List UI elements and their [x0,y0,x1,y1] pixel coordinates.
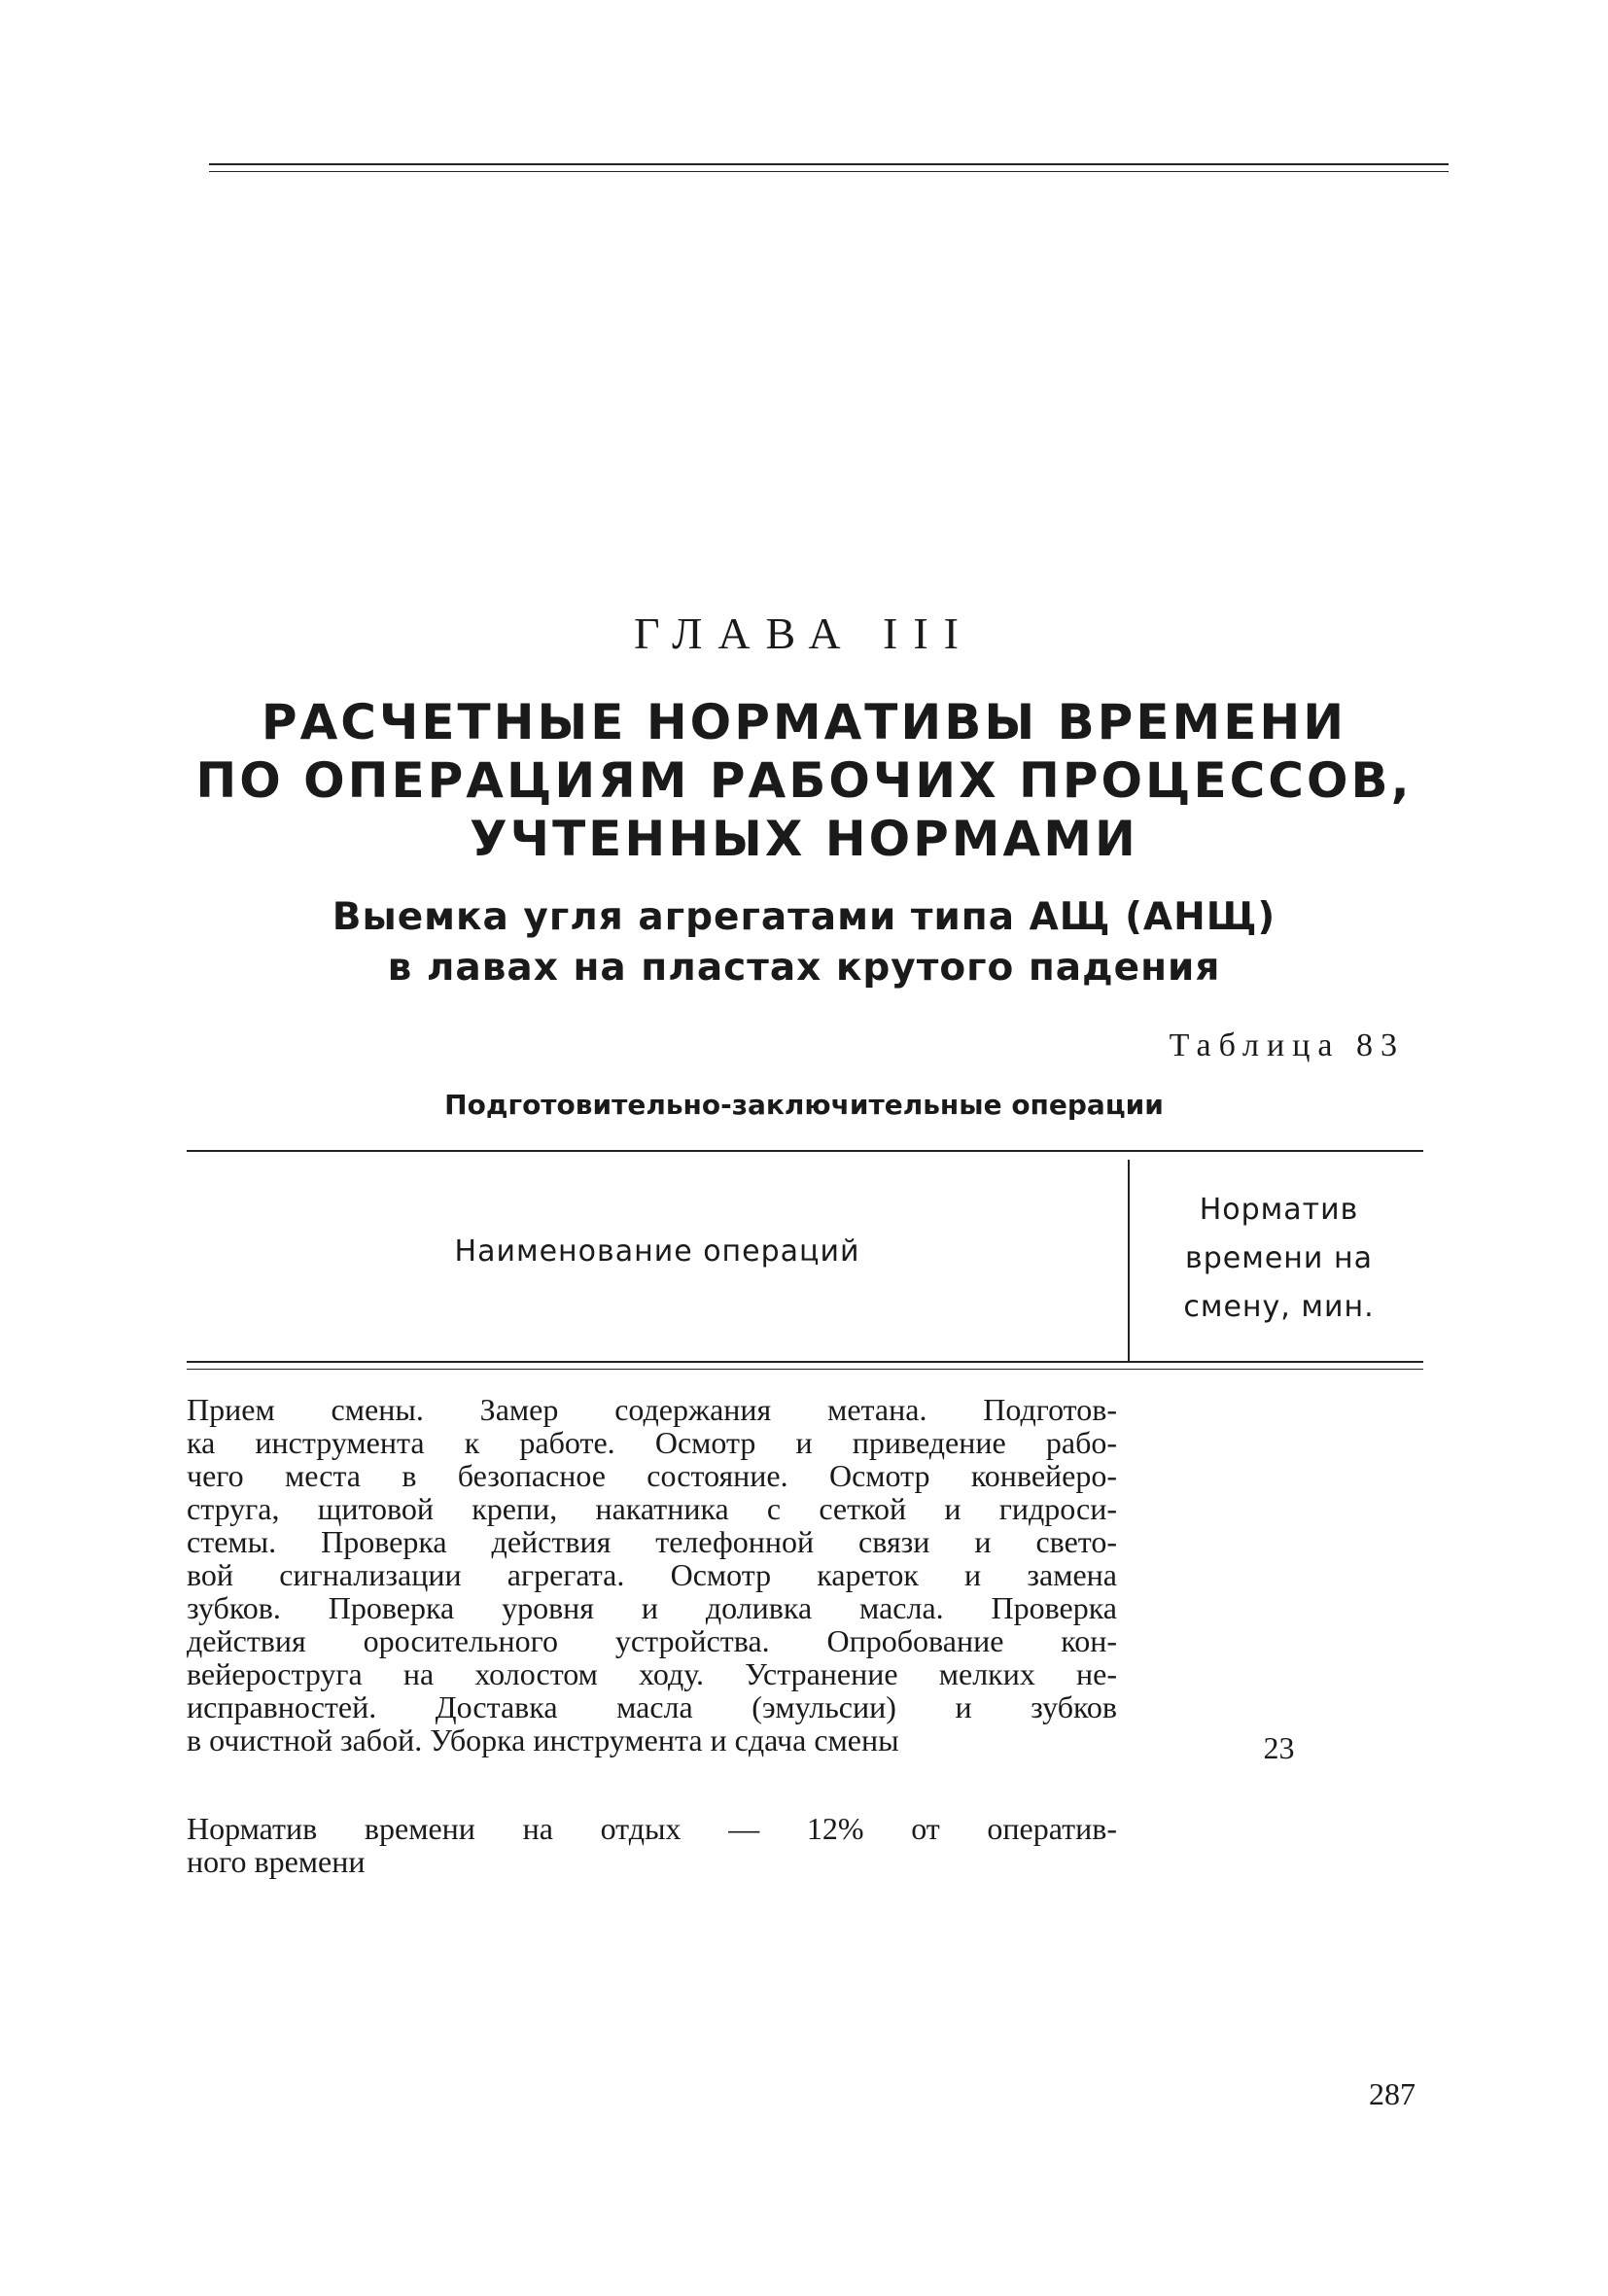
header-time-norm [1135,1186,1423,1332]
table-row-norm-value: 23 [1263,1730,1295,1765]
rest-time-note [187,1812,1117,1878]
section-title [0,892,1608,993]
table-top-rule [187,1150,1423,1152]
section-title-line: Выемка угля агрегатами типа АЩ (АНЩ) [332,895,1276,939]
operation-line: зубков. Проверка уровня и доливка масла. Проверка [187,1590,1117,1625]
header-operation-name: Наименование операций [454,1235,860,1269]
header-time-norm-line: смену, мин. [1183,1290,1375,1324]
top-rule-2 [209,171,1449,172]
table-header-bottom-rule-2 [187,1369,1423,1370]
rest-note-line: ного времени [187,1844,366,1879]
operation-line: в очистной забой. Уборка инструмента и сдача смены [187,1722,899,1757]
chapter-title [0,693,1608,868]
operation-line: стемы. Проверка действия телефонной связи и свето- [187,1524,1117,1559]
operation-line: Прием смены. Замер содержания метана. Подготов- [187,1392,1117,1427]
operation-line: действия оросительного устройства. Опробование кон- [187,1623,1117,1658]
page-number: 287 [1369,2076,1416,2111]
header-time-norm-line: Норматив [1199,1193,1359,1227]
table-column-separator [1128,1160,1130,1362]
chapter-title-line: УЧТЕННЫХ НОРМАМИ [470,811,1138,867]
table-row-operation [187,1393,1117,1757]
operation-line: чего места в безопасное состояние. Осмотр конвейеро- [187,1458,1117,1493]
rest-note-line: Норматив времени на отдых — 12% от оператив- [187,1811,1117,1846]
top-rule-1 [209,163,1449,165]
operation-line: ка инструмента к работе. Осмотр и приведение рабо- [187,1425,1117,1460]
operation-line: струга, щитовой крепи, накатника с сеткой и гидроси- [187,1491,1117,1526]
table-number-label: Таблица 83 [1169,1027,1405,1063]
table-caption: Подготовительно-заключительные операции [444,1089,1164,1121]
table-header-bottom-rule-1 [187,1361,1423,1363]
chapter-title-line: ПО ОПЕРАЦИЯМ РАБОЧИХ ПРОЦЕССОВ, [195,752,1413,809]
section-title-line: в лавах на пластах крутого падения [387,946,1221,990]
operation-line: вейероструга на холостом ходу. Устранение мелких не- [187,1656,1117,1691]
operation-line: вой сигнализации агрегата. Осмотр кареток и замена [187,1557,1117,1592]
operation-line: исправностей. Доставка масла (эмульсии) и зубков [187,1689,1117,1724]
chapter-title-line: РАСЧЕТНЫЕ НОРМАТИВЫ ВРЕМЕНИ [261,694,1347,750]
chapter-label: ГЛАВА III [633,609,974,658]
header-time-norm-line: времени на [1185,1241,1373,1275]
